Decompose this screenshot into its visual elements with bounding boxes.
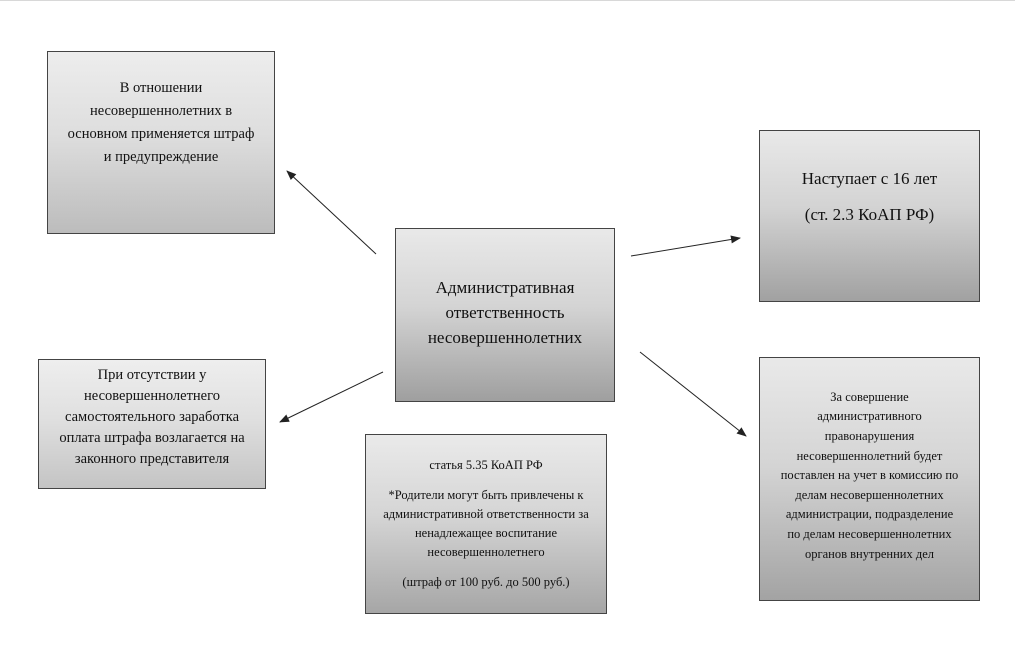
box-commission-line-1: За совершение <box>830 389 909 404</box>
central-node-line-3: несовершеннолетних <box>427 327 583 347</box>
box-fine-warning-line-4: и предупреждение <box>103 148 219 165</box>
box-fine-warning-line-2: несовершеннолетних в <box>89 102 233 119</box>
box-age-limit <box>759 130 980 302</box>
box-commission-line-8: по делам несовершеннолетних <box>787 526 952 541</box>
parents-note-line-3: ненадлежащее воспитание <box>414 526 558 540</box>
arrow-to-top-left <box>287 171 376 254</box>
box-commission-line-3: правонарушения <box>824 429 915 444</box>
fine-range: (штраф от 100 руб. до 500 руб.) <box>402 575 570 589</box>
box-article-5-35 <box>365 434 607 614</box>
central-node <box>395 228 615 402</box>
box-fine-warning <box>47 51 275 234</box>
parents-note-line-1: *Родители могут быть привлечены к <box>388 488 584 502</box>
box-commission-line-9: органов внутренних дел <box>805 546 934 561</box>
box-legal-representative-line-5: законного представителя <box>74 450 230 467</box>
arrow-to-bottom-left <box>280 372 383 422</box>
box-commission-line-7: администрации, подразделение <box>785 507 954 522</box>
article-title: статья 5.35 КоАП РФ <box>429 458 543 472</box>
age-limit-article: (ст. 2.3 КоАП РФ) <box>804 205 935 224</box>
box-commission-line-5: поставлен на учет в комиссию по <box>780 468 959 483</box>
box-commission-registration <box>759 357 980 601</box>
central-node-line-2: ответственность <box>445 302 565 322</box>
box-legal-representative-line-3: самостоятельного заработка <box>64 408 240 425</box>
box-legal-representative <box>38 359 266 489</box>
box-legal-representative-line-1: При отсутствии у <box>97 366 207 383</box>
box-fine-warning-line-1: В отношении <box>119 79 203 96</box>
box-commission-line-4: несовершеннолетний будет <box>796 448 943 463</box>
arrow-to-top-right <box>631 238 740 256</box>
parents-note-line-2: административной ответственности за <box>383 507 589 521</box>
box-legal-representative-line-4: оплата штрафа возлагается на <box>59 429 245 446</box>
box-commission-line-6: делам несовершеннолетних <box>795 487 944 502</box>
age-limit-text: Наступает с 16 лет <box>801 169 938 188</box>
box-fine-warning-line-3: основном применяется штраф <box>67 125 255 142</box>
central-node-line-1: Административная <box>435 277 575 297</box>
arrow-to-bottom-right <box>640 352 746 436</box>
box-legal-representative-line-2: несовершеннолетнего <box>84 387 220 404</box>
box-commission-line-2: административного <box>817 409 922 424</box>
parents-note-line-4: несовершеннолетнего <box>427 545 545 559</box>
